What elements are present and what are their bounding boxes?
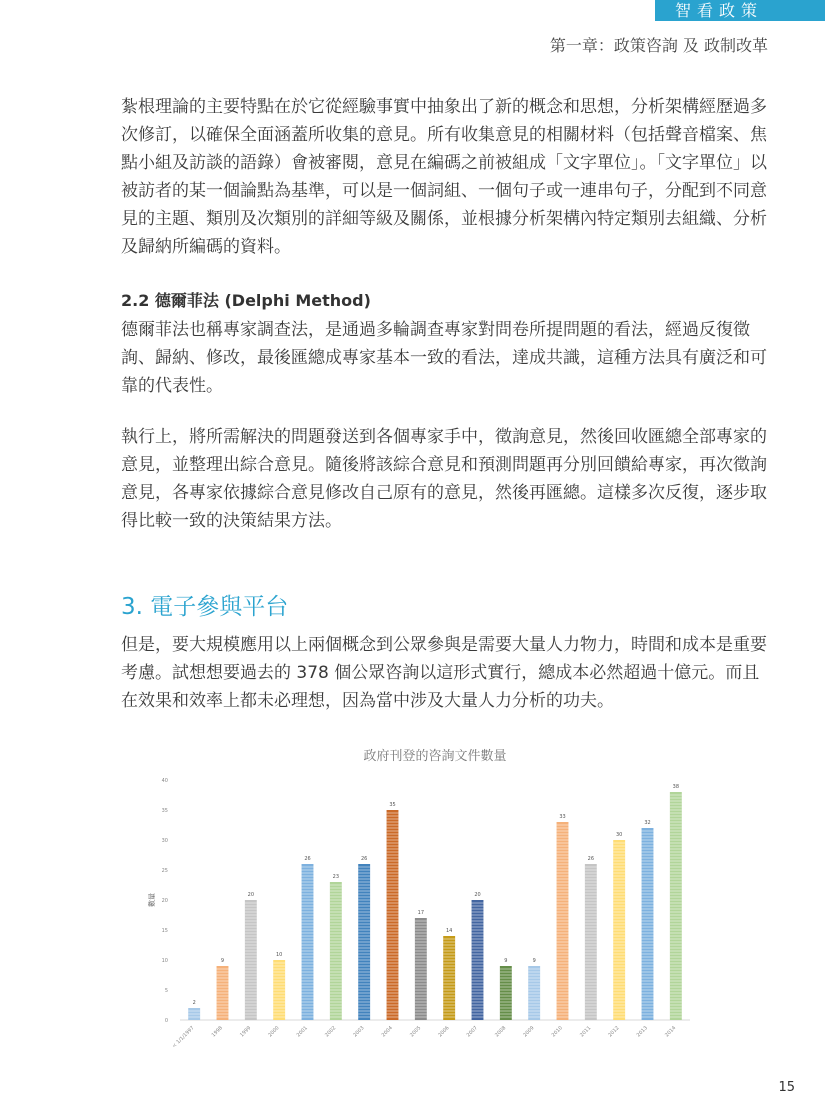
- x-tick-label: 2010: [550, 1025, 564, 1039]
- x-tick-label: 2012: [607, 1025, 621, 1039]
- y-tick-label: 0: [164, 1018, 168, 1024]
- y-tick-label: 40: [161, 778, 168, 784]
- paragraph-grounded-theory: 紮根理論的主要特點在於它從經驗事實中抽象出了新的概念和思想，分析架構經歷過多次修訂，以確保全面涵蓋所收集的意見。所有收集意見的相關材料（包括聲音檔案、焦點小組及訪談的語錄）會被審閱，意見在編碼之前被組成「文字單位」。「文字單位」以被訪者的某一個論點為基準，可以是一個詞組、一個句子或一連串句子，分配到不同意見的主題、類別及次類別的詳細等級及關係，並根據分析架構內特定類別去組織、分析及歸納所編碼的資料。: [121, 97, 767, 257]
- data-label: 20: [247, 892, 255, 898]
- y-tick-label: 35: [161, 808, 168, 814]
- y-axis-label: 數量: [148, 893, 156, 907]
- y-tick-label: 25: [161, 868, 168, 874]
- data-label: 17: [417, 910, 425, 916]
- x-tick-label: 2014: [664, 1025, 678, 1039]
- page-number: 15: [778, 1080, 795, 1095]
- data-label: 10: [275, 952, 283, 958]
- x-tick-label: 2009: [522, 1025, 536, 1039]
- x-tick-label: 2013: [635, 1025, 649, 1039]
- y-tick-label: 10: [161, 958, 168, 964]
- data-label: 30: [615, 832, 623, 838]
- brand-banner: 智看政策: [655, 0, 825, 21]
- x-tick-label: 2011: [579, 1025, 593, 1039]
- y-tick-label: 20: [161, 898, 168, 904]
- x-tick-label: 1999: [239, 1025, 253, 1039]
- data-label: 9: [220, 958, 225, 964]
- x-tick-label: 2008: [494, 1025, 508, 1039]
- section-heading-e-participation: 3. 電子參與平台: [121, 594, 289, 620]
- data-label: 2: [192, 1000, 196, 1006]
- paragraph-cost: 但是，要大規模應用以上兩個概念到公眾參與是需要大量人力物力，時間和成本是重要考慮。試想想要過去的 378 個公眾咨詢以這形式實行，總成本必然超過十億元。而且在效果和效率上都未必理想，因為當中涉及大量人力分析的功夫。: [121, 635, 767, 711]
- chapter-title: 第一章：政策咨詢 及 政制改革: [549, 36, 768, 55]
- x-tick-label: 2002: [324, 1025, 338, 1039]
- data-label: 23: [332, 874, 340, 880]
- x-tick-label: 2007: [465, 1025, 479, 1039]
- data-label: 14: [445, 928, 453, 934]
- y-tick-label: 5: [164, 988, 168, 994]
- y-tick-label: 15: [161, 928, 168, 934]
- data-label: 9: [532, 958, 536, 964]
- data-label: 38: [672, 784, 680, 790]
- x-tick-label: 2003: [352, 1025, 366, 1039]
- consultation-count-chart: [140, 740, 700, 1050]
- data-label: 33: [559, 814, 566, 820]
- paragraph-delphi-execution: 執行上，將所需解決的問題發送到各個專家手中，徵詢意見，然後回收匯總全部專家的意見，並整理出綜合意見。隨後將該綜合意見和預測問題再分別回饋給專家，再次徵詢意見，各專家依據綜合意見修改自己原有的意見，然後再匯總。這樣多次反復，逐步取得比較一致的決策結果方法。: [121, 427, 767, 531]
- chart-title: 政府刊登的咨詢文件數量: [363, 749, 507, 764]
- x-tick-label: 2006: [437, 1025, 451, 1039]
- x-tick-label: 2001: [295, 1025, 309, 1039]
- data-label: 32: [644, 820, 651, 826]
- data-label: 26: [587, 856, 595, 862]
- data-label: 20: [474, 892, 481, 898]
- x-tick-label: 2005: [409, 1025, 423, 1039]
- data-label: 26: [360, 856, 368, 862]
- x-tick-label: 1998: [210, 1025, 224, 1039]
- x-tick-label: 2000: [267, 1025, 281, 1039]
- paragraph-delphi-intro: 德爾菲法也稱專家調查法，是通過多輪調查專家對問卷所提問題的看法，經過反復徵詢、歸納、修改，最後匯總成專家基本一致的看法，達成共識，這種方法具有廣泛和可靠的代表性。: [121, 320, 767, 396]
- section-heading-delphi: 2.2 德爾菲法 (Delphi Method): [121, 291, 371, 310]
- x-tick-label: 2004: [380, 1025, 394, 1039]
- data-label: 35: [389, 802, 396, 808]
- data-label: 26: [304, 856, 311, 862]
- x-tick-label: < 1/1/1997: [171, 1025, 196, 1050]
- data-label: 9: [504, 958, 508, 964]
- y-tick-label: 30: [161, 838, 168, 844]
- chart-svg: [140, 740, 700, 1050]
